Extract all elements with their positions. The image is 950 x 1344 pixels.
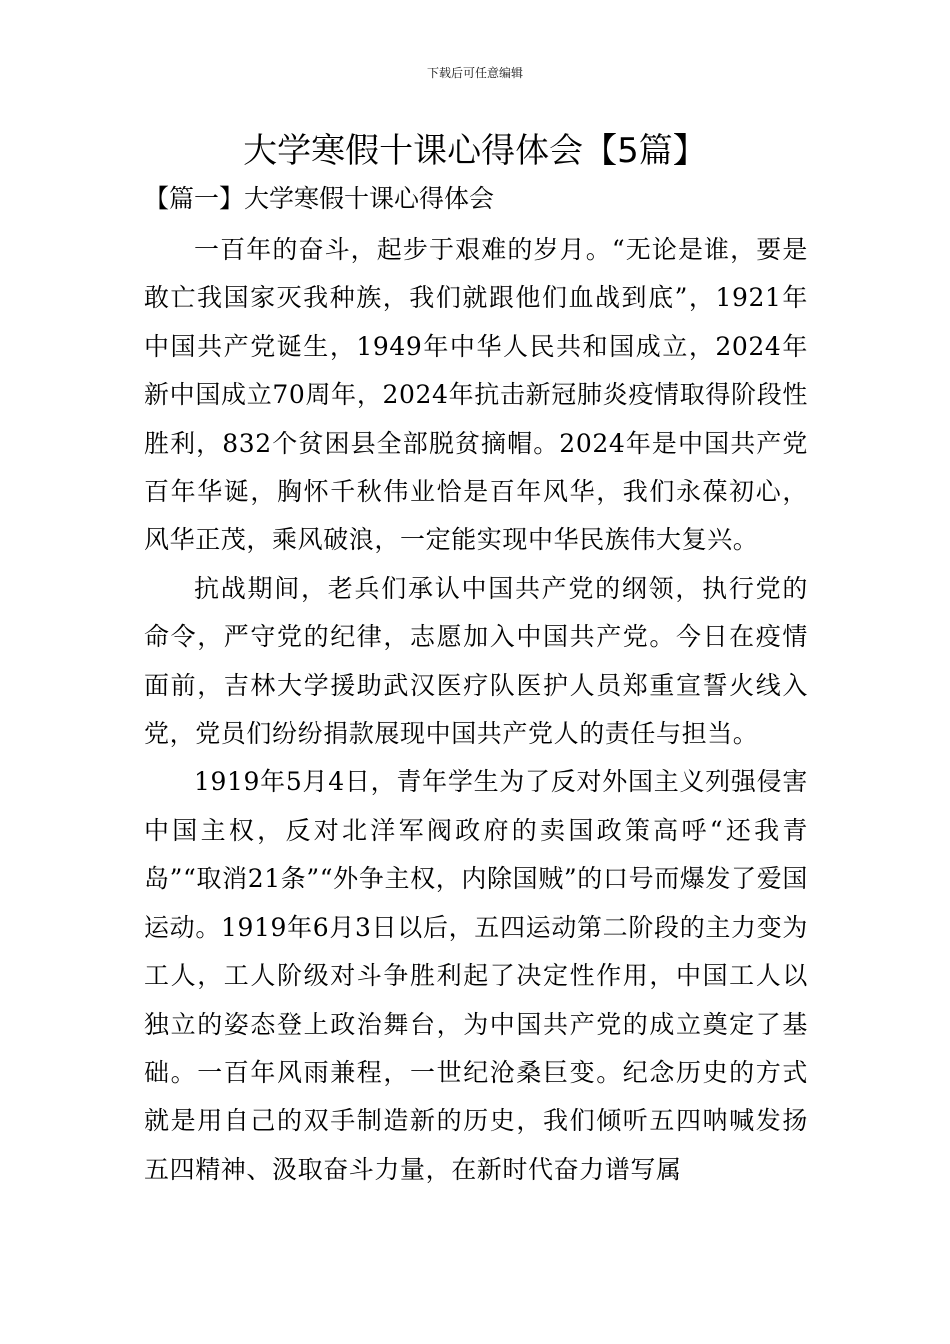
paragraph-1: 一百年的奋斗，起步于艰难的岁月。“无论是谁，要是敢亡我国家灭我种族，我们就跟他们血战到底”，1921年中国共产党诞生，1949年中华人民共和国成立，2024年新中国成立70周年，2024年抗击新冠肺炎疫情取得阶段性胜利，832个贫困县全部脱贫摘帽。2024年是中国共产党百年华诞，胸怀千秋伟业恰是百年风华，我们永葆初心，风华正茂，乘风破浪，一定能实现中华民族伟大复兴。	[144, 235, 808, 555]
paragraph-2: 抗战期间，老兵们承认中国共产党的纲领，执行党的命令，严守党的纪律，志愿加入中国共产党。今日在疫情面前，吉林大学援助武汉医疗队医护人员郑重宣誓火线入党，党员们纷纷捐款展现中国共产党人的责任与担当。	[144, 573, 808, 749]
paragraph-3: 1919年5月4日，青年学生为了反对外国主义列强侵害中国主权，反对北洋军阀政府的卖国政策高呼“还我青岛”“取消21条”“外争主权，内除国贼”的口号而爆发了爱国运动。1919年6月3日以后，五四运动第二阶段的主力变为工人，工人阶级对斗争胜利起了决定性作用，中国工人以独立的姿态登上政治舞台，为中国共产党的成立奠定了基础。一百年风雨兼程，一世纪沧桑巨变。纪念历史的方式就是用自己的双手制造新的历史，我们倾听五四呐喊发扬五四精神、汲取奋斗力量，在新时代奋力谱写属	[144, 767, 808, 1184]
header-note: 下载后可任意编辑	[426, 66, 523, 80]
section-heading: 【篇一】大学寒假十课心得体会	[144, 184, 495, 213]
document-title: 大学寒假十课心得体会【5篇】	[243, 131, 707, 171]
body-text	[144, 226, 808, 1194]
